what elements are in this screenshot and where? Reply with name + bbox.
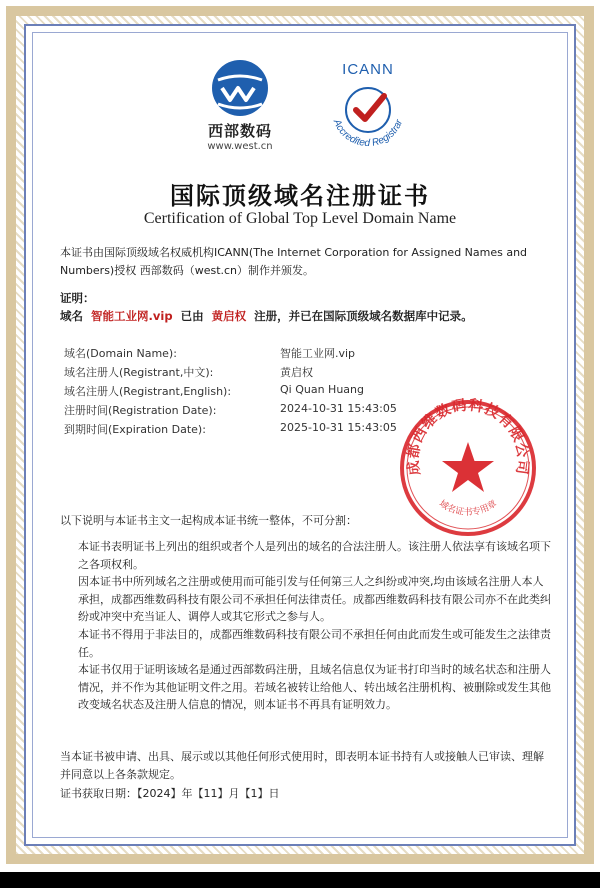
official-seal — [398, 398, 538, 538]
icann-top-text: ICANN — [342, 61, 394, 78]
info-row-registrant-cn — [64, 364, 484, 383]
info-key: 域名注册人(Registrant,English): — [64, 385, 232, 398]
west-name: 西部数码 — [207, 122, 272, 140]
certify-registrant: 黄启权 — [211, 309, 247, 323]
note-item: 本证书表明证书上列出的组织或者个人是列出的域名的合法注册人。该注册人依法享有该域名项下之各项权利。 — [78, 540, 551, 571]
info-value: 智能工业网.vip — [280, 347, 356, 360]
note-item: 本证书仅用于证明该域名是通过西部数码注册，且域名信息仅为证书打印当时的域名状态和注册人情况，并不作为其他证明文件之用。若域名被转让给他人、转出域名注册机构、被删除或发生其他改变域名状态及注册人信息的情况，则本证书不再具有证明效力。 — [78, 663, 551, 712]
info-key: 注册时间(Registration Date): — [64, 404, 217, 417]
seal-icon — [398, 398, 538, 538]
info-key: 到期时间(Expiration Date): — [64, 423, 206, 436]
west-globe-icon — [210, 58, 270, 118]
svg-text:Accredited Registrar — [330, 117, 405, 149]
info-value: 2024-10-31 15:43:05 — [280, 402, 397, 415]
certify-mid: 已由 — [180, 309, 204, 323]
info-value: Qi Quan Huang — [280, 383, 364, 396]
note-item: 本证书不得用于非法目的，成都西维数码科技有限公司不承担任何由此而发生或可能发生之法律责任。 — [78, 627, 551, 659]
notes-list — [78, 538, 552, 714]
certify-suffix: 注册，并已在国际顶级域名数据库中记录。 — [254, 309, 473, 323]
title-cn: 国际顶级域名注册证书 — [170, 182, 430, 210]
certify-label: 证明： — [60, 291, 95, 305]
west-url: www.west.cn — [207, 141, 273, 152]
certify-line — [60, 308, 473, 324]
icann-ring-text: Accredited Registrar — [330, 117, 406, 150]
svg-text:域名证书专用章 — [437, 497, 499, 518]
icann-seal-icon — [318, 58, 418, 158]
seal-sub-text: 域名证书专用章 — [437, 498, 499, 518]
west-logo — [200, 58, 280, 158]
info-row-domain — [64, 345, 484, 364]
seal-company-text: 成都西维数码科技有限公司 — [405, 398, 531, 477]
info-key: 域名(Domain Name): — [64, 347, 177, 360]
icann-logo — [318, 58, 418, 158]
certify-domain: 智能工业网.vip — [91, 309, 173, 323]
info-value: 2025-10-31 15:43:05 — [280, 421, 397, 434]
note-item: 因本证书中所列域名之注册或使用而可能引发与任何第三人之纠纷或冲突,均由该域名注册人本人承担，成都西维数码科技有限公司不承担任何法律责任。成都西维数码科技有限公司亦不在此类纠纷或冲突中充当证人、调停人或其它形式之参与人。 — [78, 575, 551, 624]
footer-text: 当本证书被申请、出具、展示或以其他任何形式使用时，即表明本证书持有人或接触人已审读、理解并同意以上各条款规定。 — [60, 750, 544, 781]
info-key: 域名注册人(Registrant,中文): — [64, 366, 214, 379]
info-value: 黄启权 — [280, 366, 313, 379]
notes-heading: 以下说明与本证书主文一起构成本证书统一整体，不可分割： — [60, 514, 357, 527]
intro-text: 本证书由国际顶级域名权威机构ICANN(The Internet Corporation for Assigned Names and Numbers)授权 西部数码（west.cn）制作并颁发。 — [60, 246, 528, 277]
bottom-bar — [0, 872, 600, 888]
issue-date: 证书获取日期：【2024】年【11】月【1】日 — [60, 787, 280, 800]
title-en: Certification of Global Top Level Domain Name — [143, 210, 457, 227]
certify-prefix: 域名 — [60, 309, 83, 323]
